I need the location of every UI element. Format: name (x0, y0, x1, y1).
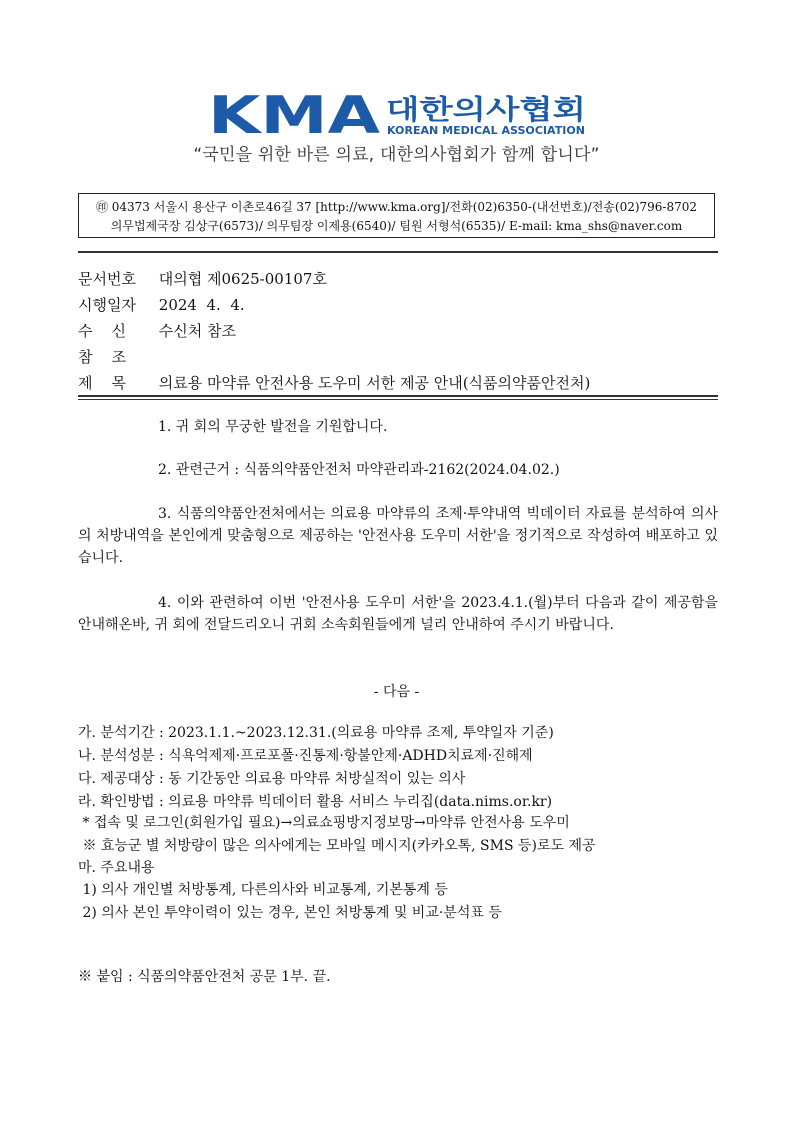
recipient-row (78, 320, 236, 341)
attachment-note: ※ 붙임 : 식품의약품안전처 공문 1부. 끝. (78, 969, 331, 985)
subject-label: 제 목 (78, 374, 127, 392)
issue-date-label: 시행일자 (78, 296, 136, 314)
list-item: 2) 의사 본인 투약이력이 있는 경우, 본인 처방통계 및 비교·분석표 등 (78, 905, 502, 921)
subject-divider-top (78, 395, 718, 397)
contact-address-line: ㊞ 04373 서울시 용산구 이촌로46길 37 [http://www.kma.org]/전화(02)6350-(내선번호)/전송(02)796-8702 (95, 200, 698, 214)
list-item: 가. 분석기간 : 2023.1.1.~2023.12.31.(의료용 마약류 조제, 투약일자 기준) (78, 725, 554, 741)
list-item: 마. 주요내용 (78, 860, 155, 876)
contact-box (78, 193, 715, 238)
subject-row (78, 372, 590, 393)
recipient-value: 수신처 참조 (158, 322, 236, 340)
cc-row (78, 346, 154, 367)
paragraph-2: 2. 관련근거 : 식품의약품안전처 마약관리과-2162(2024.04.02.) (158, 462, 560, 478)
cc-label: 참 조 (78, 348, 127, 366)
doc-number-row (78, 268, 327, 289)
issue-date-row (78, 294, 245, 315)
kma-logo (208, 92, 588, 138)
header-divider (78, 251, 718, 253)
list-item: * 접속 및 로그인(회원가입 필요)→의료쇼핑방지정보망→마약류 안전사용 도우미 (78, 815, 570, 831)
org-name-kr: 대한의사협회 (386, 95, 543, 126)
logo-letters: KMA (208, 92, 380, 138)
list-item: 나. 분석성분 : 식욕억제제·프로포폴·진통제·항불안제·ADHD치료제·진해제 (78, 748, 533, 764)
subject-value: 의료용 마약류 안전사용 도우미 서한 제공 안내(식품의약품안전처) (158, 374, 591, 392)
recipient-label: 수 신 (78, 322, 127, 340)
list-item: 라. 확인방법 : 의료용 마약류 빅데이터 활용 서비스 누리집(data.nims.or.kr) (78, 794, 553, 810)
issue-date-value: 2024 4. 4. (158, 296, 245, 314)
paragraph-4: 4. 이와 관련하여 이번 '안전사용 도우미 서한'을 2023.4.1.(월)부터 다음과 같이 제공함을 안내해온바, 귀 회에 전달드리오니 귀회 소속회원들에게 널리 안내하여 주시기 바랍니다. (78, 595, 718, 633)
paragraph-3: 3. 식품의약품안전처에서는 의료용 마약류의 조제·투약내역 빅데이터 자료를 분석하여 의사의 처방내역을 본인에게 맞춤형으로 제공하는 '안전사용 도우미 서한'을 정기적으로 작성하여 배포하고 있습니다. (78, 506, 718, 566)
paragraph-1: 1. 귀 회의 무궁한 발전을 기원합니다. (158, 419, 388, 435)
doc-number-value: 대의협 제0625-00107호 (158, 270, 327, 288)
list-item: ※ 효능군 별 처방량이 많은 의사에게는 모바일 메시지(카카오톡, SMS 등)로도 제공 (78, 838, 596, 854)
slogan: “국민을 위한 바른 의료, 대한의사협회가 함께 합니다” (193, 145, 600, 165)
org-name-en: KOREAN MEDICAL ASSOCIATION (387, 124, 585, 137)
doc-number-label: 문서번호 (78, 270, 136, 288)
subject-divider-bottom (78, 399, 718, 400)
list-item: 다. 제공대상 : 동 기간동안 의료용 마약류 처방실적이 있는 의사 (78, 771, 466, 787)
next-heading: - 다음 - (373, 684, 420, 700)
contact-staff-line: 의무법제국장 김상구(6573)/ 의무팀장 이제용(6540)/ 팀원 서형석(6535)/ E-mail: kma_shs@naver.com (110, 219, 683, 233)
list-item: 1) 의사 개인별 처방통계, 다른의사와 비교통계, 기본통계 등 (78, 882, 448, 898)
